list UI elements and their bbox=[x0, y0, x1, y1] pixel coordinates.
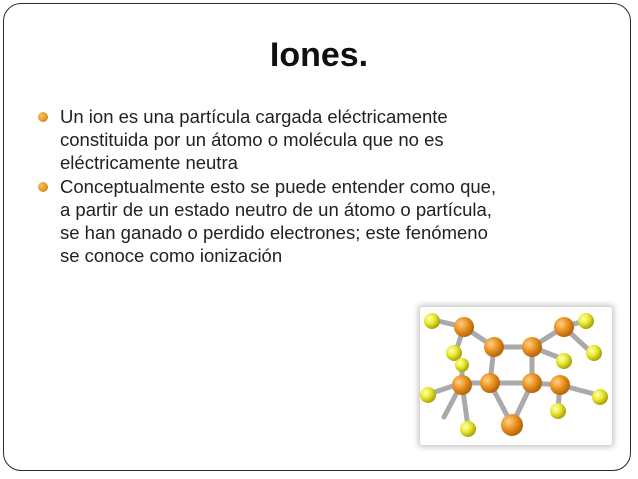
bullet-line: se conoce como ionización bbox=[60, 245, 283, 266]
bullet-line: constituida por un átomo o molécula que no es bbox=[60, 129, 444, 150]
bullet-line: Conceptualmente esto se puede entender como que, bbox=[60, 176, 497, 197]
bullet-list bbox=[38, 105, 598, 268]
molecule-icon bbox=[420, 307, 612, 445]
bullet-dot-icon bbox=[38, 182, 48, 192]
bullet-line: se han ganado o perdido electrones; este fenómeno bbox=[60, 222, 488, 243]
slide-title: Iones. bbox=[269, 36, 369, 74]
molecule-image bbox=[420, 307, 612, 445]
bullet-line: eléctricamente neutra bbox=[60, 152, 238, 173]
bullet-item bbox=[38, 175, 598, 267]
bullet-item bbox=[38, 105, 598, 174]
bullet-line: a partir de un estado neutro de un átomo o partícula, bbox=[60, 199, 492, 220]
bullet-line: Un ion es una partícula cargada eléctricamente bbox=[60, 106, 448, 127]
bullet-dot-icon bbox=[38, 112, 48, 122]
